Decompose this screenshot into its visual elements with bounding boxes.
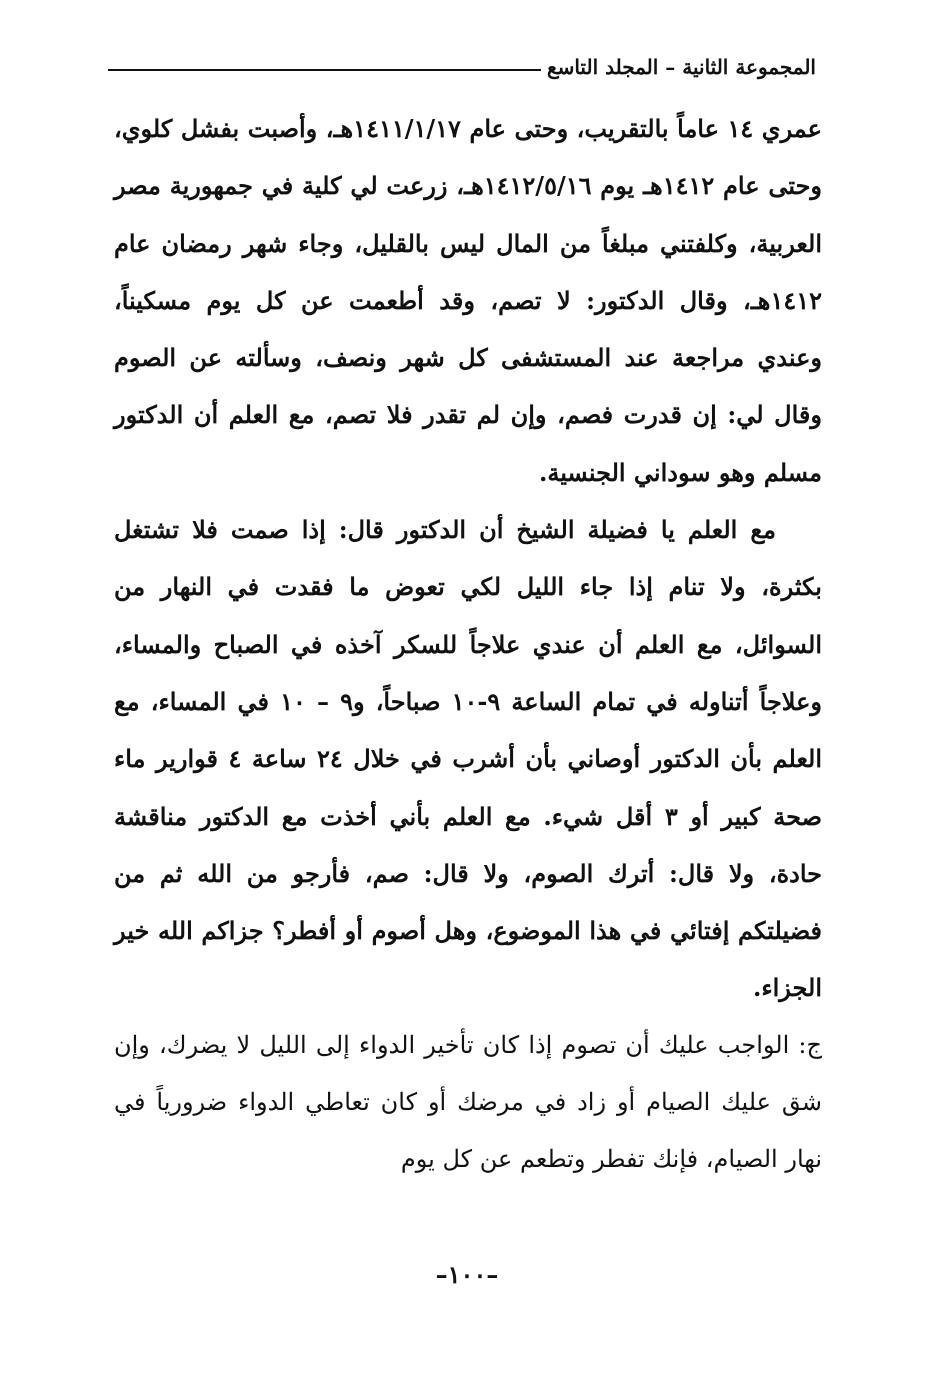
question-paragraph-2: مع العلم يا فضيلة الشيخ أن الدكتور قال: إذا صمت فلا تشتغل بكثرة، ولا تنام إذا جاء الليل لكي تعوض ما فقدت في النهار من السوائل، مع العلم أن عندي علاجاً للسكر آخذه في الصباح والمساء، وعلاجاً أتناوله في تمام الساعة ٩-١٠ صباحاً، و٩ – ١٠ في المساء، مع العلم بأن الدكتور أوصاني بأن أشرب في خلال ٢٤ ساعة ٤ قوارير ماء صحة كبير أو ٣ أقل شيء. مع العلم بأني أخذت مع الدكتور مناقشة حادة، ولا قال: أترك الصوم، ولا قال: صم، فأرجو من الله ثم من فضيلتكم إفتائي في هذا الموضوع، وهل أصوم أو أفطر؟ جزاكم الله خير الجزاء. bbox=[114, 515, 823, 1003]
running-header-title: المجموعة الثانية – المجلد التاسع bbox=[546, 55, 816, 79]
header-rule bbox=[108, 69, 541, 71]
answer-paragraph: ج: الواجب عليك أن تصوم إذا كان تأخير الدواء إلى الليل لا يضرك، وإن شق عليك الصيام أو زاد في مرضك أو كان تعاطي الدواء ضرورياً في نهار الصيام، فإنك تفطر وتطعم عن كل يوم bbox=[114, 1030, 822, 1174]
running-header bbox=[108, 55, 816, 79]
page-number: –١٠٠– bbox=[435, 1260, 499, 1289]
question-paragraph-1: عمري ١٤ عاماً بالتقريب، وحتى عام ١٤١١/١/١٧هـ، وأصبت بفشل كلوي، وحتى عام ١٤١٢هـ يوم ١٤١٢/٥/١٦هـ، زرعت لي كلية في جمهورية مصر العربية، وكلفتني مبلغاً من المال ليس بالقليل، وجاء شهر رمضان عام ١٤١٢هـ، وقال الدكتور: لا تصم، وقد أطعمت عن كل يوم مسكيناً، وعندي مراجعة عند المستشفى كل شهر ونصف، وسألته عن الصوم وقال لي: إن قدرت فصم، وإن لم تقدر فلا تصم، مع العلم أن الدكتور مسلم وهو سوداني الجنسية. bbox=[114, 114, 823, 487]
body-text bbox=[114, 100, 822, 1189]
